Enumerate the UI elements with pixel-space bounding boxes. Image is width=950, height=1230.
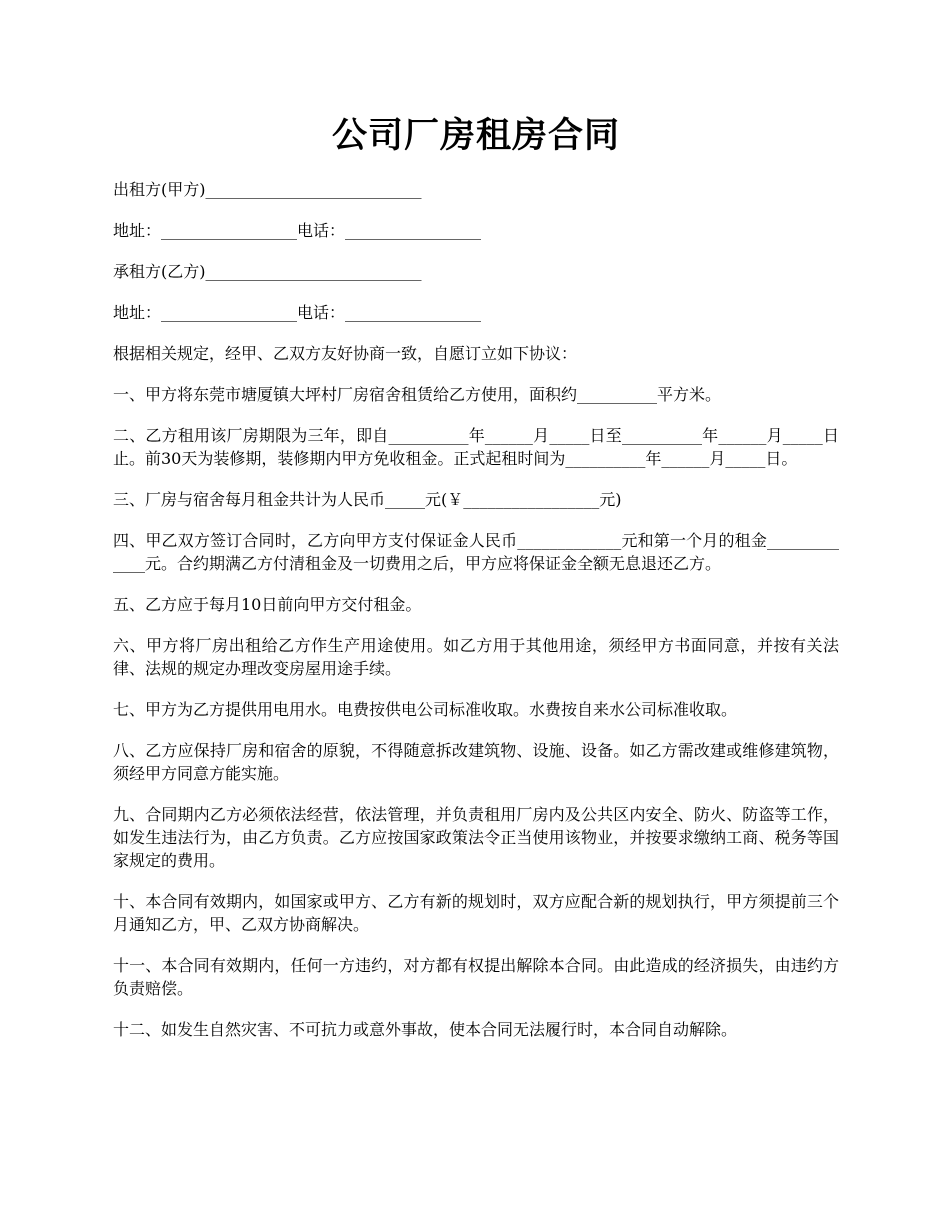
clause-9: 九、合同期内乙方必须依法经营，依法管理，并负责租用厂房内及公共区内安全、防火、防盗等工作，如发生违法行为，由乙方负责。乙方应按国家政策法令正当使用该物业，并按要求缴纳工商、税务等国家规定的费用。 [113, 805, 839, 870]
clause-5: 五、乙方应于每月10日前向甲方交付租金。 [113, 595, 422, 614]
clause-8: 八、乙方应保持厂房和宿舍的原貌，不得随意拆改建筑物、设施、设备。如乙方需改建或维修建筑物，须经甲方同意方能实施。 [113, 741, 839, 783]
clause-12: 十二、如发生自然灾害、不可抗力或意外事故，使本合同无法履行时，本合同自动解除。 [113, 1020, 738, 1039]
clause-7: 七、甲方为乙方提供用电用水。电费按供电公司标准收取。水费按自来水公司标准收取。 [113, 700, 738, 719]
clause-1: 一、甲方将东莞市塘厦镇大坪村厂房宿舍租赁给乙方使用，面积约__________平方米。 [113, 385, 722, 404]
clause-6: 六、甲方将厂房出租给乙方作生产用途使用。如乙方用于其他用途，须经甲方书面同意，并按有关法律、法规的规定办理改变房屋用途手续。 [113, 636, 839, 678]
lessor-address-phone: 地址：_________________电话：_________________ [113, 221, 482, 240]
clause-10: 十、本合同有效期内，如国家或甲方、乙方有新的规划时，双方应配合新的规划执行，甲方须提前三个月通知乙方，甲、乙双方协商解决。 [113, 892, 839, 934]
clause-3: 三、厂房与宿舍每月租金共计为人民币_____元(￥_________________元) [113, 490, 622, 509]
document-title: 公司厂房租房合同 [331, 116, 620, 156]
clause-4: 四、甲乙双方签订合同时，乙方向甲方支付保证金人民币_____________元和第一个月的租金_____________元。合约期满乙方付清租金及一切费用之后，甲方应将保证金全额无息退还乙方。 [113, 531, 839, 573]
clause-2: 二、乙方租用该厂房期限为三年，即自__________年______月_____日至__________年______月_____日止。前30天为装修期，装修期内甲方免收租金。正式起租时间为__________年______月_____日。 [113, 426, 839, 468]
document-page [113, 108, 839, 1059]
lessor-line: 出租方(甲方)___________________________ [113, 180, 422, 199]
lessee-address-phone: 地址：_________________电话：_________________ [113, 303, 482, 322]
clause-11: 十一、本合同有效期内，任何一方违约，对方都有权提出解除本合同。由此造成的经济损失，由违约方负责赔偿。 [113, 956, 839, 998]
lessee-line: 承租方(乙方)___________________________ [113, 262, 422, 281]
preamble: 根据相关规定，经甲、乙双方友好协商一致，自愿订立如下协议： [113, 344, 578, 363]
